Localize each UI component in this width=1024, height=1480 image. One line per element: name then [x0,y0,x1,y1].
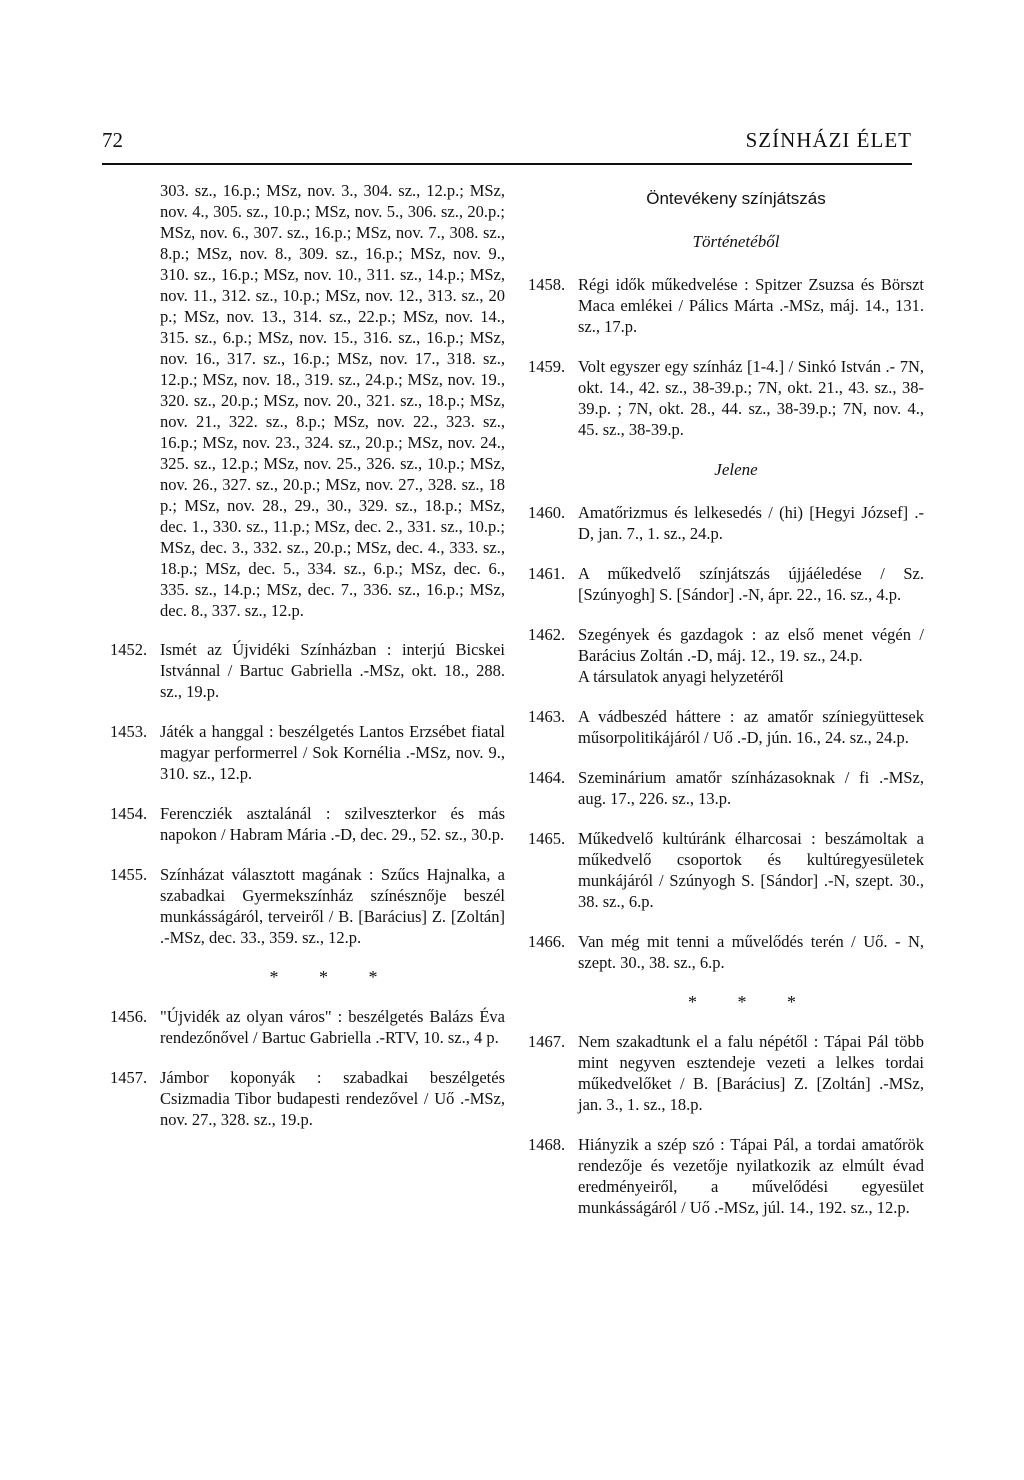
entry-1453 [110,721,505,784]
entry-1462 [528,624,924,687]
entry-1466 [528,931,924,973]
entry-1458 [528,274,924,337]
entry-main-text: Szegények és gazdagok : az első menet végén / Barácius Zoltán .-D, máj. 12., 19. sz., 24.p. [578,625,924,665]
entry-number: 1458. [528,275,566,294]
entry-number: 1453. [110,722,148,741]
entry-number: 1460. [528,503,566,522]
section-separator: * * * [269,967,396,987]
left-column [110,180,505,1149]
continuation-text: 303. sz., 16.p.; MSz, nov. 3., 304. sz., 12.p.; MSz, nov. 4., 305. sz., 10.p.; MSz, nov. 5., 306. sz., 20.p.; MSz, nov. 6., 307. sz., 16.p.; MSz, nov. 7., 308. sz., 8.p.; MSz, nov. 8., 309. sz., 16.p.; MSz, nov. 9., 310. sz., 16.p.; MSz, nov. 10., 311. sz., 14.p.; MSz, nov. 11., 312. sz., 10.p.; MSz, nov. 12., 313. sz., 20 p.; MSz, nov. 13., 314. sz., 22.p.; MSz, nov. 14., 315. sz., 6.p.; MSz, nov. 15., 316. sz., 16.p.; MSz, nov. 16., 317. sz., 16.p.; MSz, nov. 17., 318. sz., 12.p.; MSz, nov. 18., 319. sz., 24.p.; MSz, nov. 19., 320. sz., 20.p.; MSz, nov. 20., 321. sz., 18.p.; MSz, nov. 21., 322. sz., 8.p.; MSz, nov. 22., 323. sz., 16.p.; MSz, nov. 23., 324. sz., 20.p.; MSz, nov. 24., 325. sz., 12.p.; MSz, nov. 25., 326. sz., 10.p.; MSz, nov. 26., 327. sz., 20.p.; MSz, nov. 27., 328. sz., 18 p.; MSz, nov. 28., 29., 30., 329. sz., 18.p.; MSz, dec. 1., 330. sz., 11.p.; MSz, dec. 2., 331. sz., 10.p.; MSz, dec. 3., 332. sz., 20.p.; MSz, dec. 4., 333. sz., 18.p.; MSz, dec. 5., 334. sz., 6.p.; MSz, dec. 6., 335. sz., 14.p.; MSz, dec. 7., 336. sz., 16.p.; MSz, dec. 8., 337. sz., 12.p. [160,181,505,620]
entry-1461 [528,563,924,605]
entry-number: 1468. [528,1135,566,1154]
section-title: Öntevékeny színjátszás [646,189,826,208]
entry-text: Amatőrizmus és lelkesedés / (hi) [Hegyi József] .- D, jan. 7., 1. sz., 24.p. [578,503,924,543]
entry-text: Van még mit tenni a művelődés terén / Uő. - N, szept. 30., 38. sz., 6.p. [578,932,924,972]
entry-number: 1457. [110,1068,148,1087]
entry-text: "Újvidék az olyan város" : beszélgetés Balázs Éva rendezőnővel / Bartuc Gabriella .-RTV, 10. sz., 4 p. [160,1007,505,1047]
header-rule [102,163,912,165]
entry-1455 [110,864,505,948]
entry-text: Volt egyszer egy színház [1-4.] / Sinkó István .- 7N, okt. 14., 42. sz., 38-39.p.; 7N, okt. 21., 43. sz., 38-39.p. ; 7N, okt. 28., 44. sz., 38-39.p.; 7N, nov. 4., 45. sz., 38-39.p. [578,357,924,439]
entry-number: 1463. [528,707,566,726]
entry-text: Szeminárium amatőr színházasoknak / fi .-MSz, aug. 17., 226. sz., 13.p. [578,768,924,808]
entry-text: A vádbeszéd háttere : az amatőr színiegyüttesek műsorpolitikájáról / Uő .-D, jún. 16., 24. sz., 24.p. [578,707,924,747]
entry-1459 [528,356,924,440]
right-column [528,180,924,1237]
section-separator: * * * [688,992,814,1012]
entry-text: Hiányzik a szép szó : Tápai Pál, a tordai amatőrök rendezője és vezetője nyilatkozik az elmúlt évad eredményeiről, a művelődési egyesület munkásságáról / Uő .-MSz, júl. 14., 192. sz., 12.p. [578,1135,924,1217]
subsection-title-history: Történetéből [692,232,780,251]
running-title: SZÍNHÁZI ÉLET [745,128,912,152]
entry-text: Ferencziék asztalánál : szilveszterkor és más napokon / Habram Mária .-D, dec. 29., 52. sz., 30.p. [160,804,505,844]
entry-1465 [528,828,924,912]
entry-text: A műkedvelő színjátszás újjáéledése / Sz. [Szúnyogh] S. [Sándor] .-N, ápr. 22., 16. sz., 4.p. [578,564,924,604]
entry-1460 [528,502,924,544]
entry-number: 1467. [528,1032,566,1051]
entry-text: Műkedvelő kultúránk élharcosai : beszámoltak a műkedvelő csoportok és kultúregyesületek munkájáról / Szúnyogh S. [Sándor] .-N, szept. 30., 38. sz., 6.p. [578,829,924,911]
entry-text: Játék a hanggal : beszélgetés Lantos Erzsébet fiatal magyar performerrel / Sok Kornélia .-MSz, nov. 9., 310. sz., 12.p. [160,722,505,783]
entry-number: 1459. [528,357,566,376]
entry-1468 [528,1134,924,1218]
entry-number: 1466. [528,932,566,951]
entry-number: 1452. [110,640,148,659]
entry-number: 1465. [528,829,566,848]
entry-number: 1456. [110,1007,148,1026]
entry-subtitle: A társulatok anyagi helyzetéről [578,667,784,686]
entry-number: 1462. [528,625,566,644]
entry-number: 1464. [528,768,566,787]
entry-1463 [528,706,924,748]
entry-text: Ismét az Újvidéki Színházban : interjú Bicskei Istvánnal / Bartuc Gabriella .-MSz, okt. 18., 288. sz., 19.p. [160,640,505,701]
entry-1467 [528,1031,924,1115]
entry-number: 1461. [528,564,566,583]
entry-text: Színházat választott magának : Szűcs Hajnalka, a szabadkai Gyermekszínház színésznője beszél munkásságáról, terveiről / B. [Barácius] Z. [Zoltán] .-MSz, dec. 33., 359. sz., 12.p. [160,865,505,947]
entry-text: Jámbor koponyák : szabadkai beszélgetés Csizmadia Tibor budapesti rendezővel / Uő .-MSz, nov. 27., 328. sz., 19.p. [160,1068,505,1129]
entry-number: 1454. [110,804,148,823]
entry-text [578,624,924,687]
entry-number: 1455. [110,865,148,884]
entry-text: Régi idők műkedvelése : Spitzer Zsuzsa és Börszt Maca emlékei / Pálics Márta .-MSz, máj. 14., 131. sz., 17.p. [578,275,924,336]
page-number: 72 [102,128,123,152]
page-header [102,128,912,164]
subsection-title-present: Jelene [714,460,758,479]
entry-text: Nem szakadtunk el a falu népétől : Tápai Pál több mint negyven esztendeje vezeti a lelkes tordai műkedvelőket / B. [Barácius] Z. [Zoltán] .-MSz, jan. 3., 1. sz., 18.p. [578,1032,924,1114]
entry-1454 [110,803,505,845]
entry-1464 [528,767,924,809]
entry-1457 [110,1067,505,1130]
entry-1456 [110,1006,505,1048]
entry-1452 [110,639,505,702]
